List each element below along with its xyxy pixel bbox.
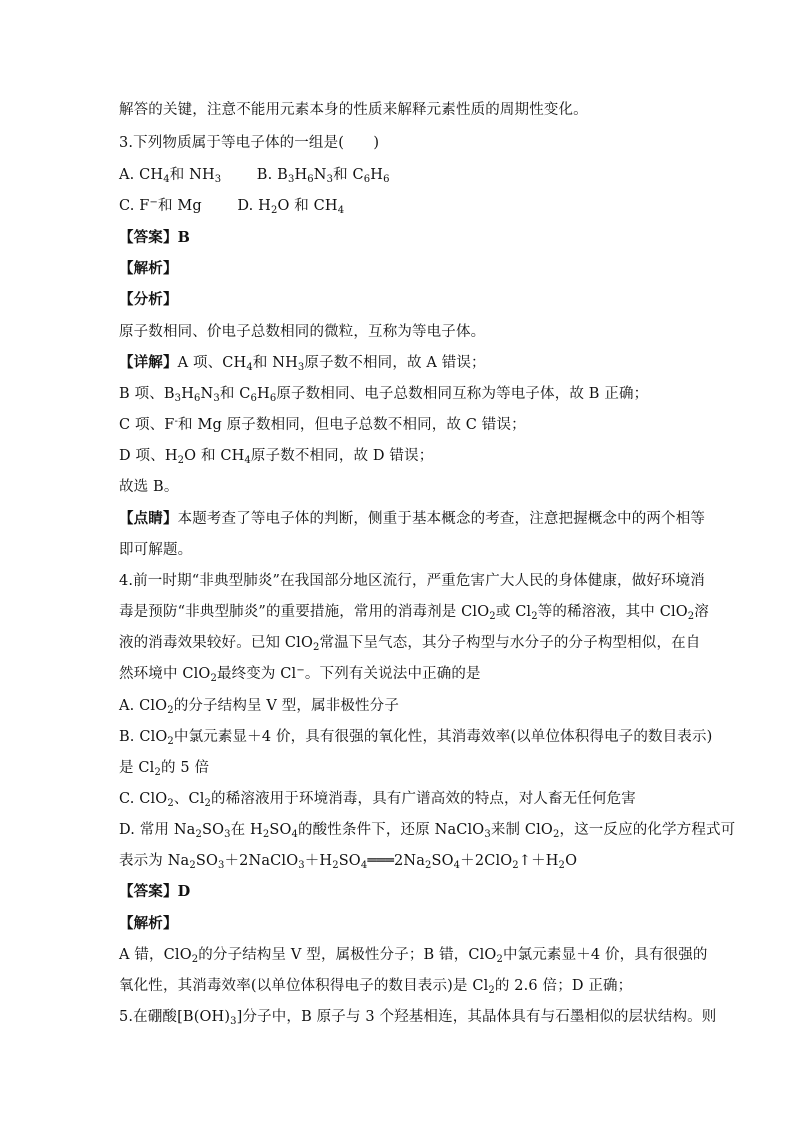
q2-conclusion-line: 解答的关键，注意不能用元素本身的性质来解释元素性质的周期性变化。 — [119, 102, 588, 118]
q4-option-b-line-1: B. ClO$_2$中氯元素显＋4 价，具有很强的氧化性，其消毒效率(以单位体积得电子的数目表示) — [119, 729, 713, 747]
q3-detail-line-1: 【详解】A 项、$CH_4$和 $NH_3$原子数不相同，故 A 错误； — [119, 354, 486, 373]
q4-option-d-equation: 表示为 $Na_2SO_3+2NaClO_3+H_2SO_4═══2Na_2SO_4+2ClO_2↑+H_2O$ — [119, 853, 578, 871]
q4-stem-line-1: 4.前一时期“非典型肺炎”在我国部分地区流行，严重危害广大人民的身体健康，做好环境消 — [119, 573, 705, 589]
q4-analysis-label: 【解析】 — [119, 915, 178, 932]
q3-detail-line-4: D 项、$H_2O$ 和 $CH_4$原子数不相同，故 D 错误； — [119, 448, 434, 466]
q3-fenxi-text: 原子数相同、价电子总数相同的微粒，互称为等电子体。 — [119, 324, 486, 340]
q3-options-ab — [119, 165, 390, 185]
q3-option-b: B. $B_3H_6N_3$和 $C_6H_6$ — [256, 167, 390, 185]
q4-option-a: A. ClO$_2$的分子结构呈 V 型，属非极性分子 — [119, 698, 399, 716]
q3-detail-line-5: 故选 B。 — [119, 479, 179, 495]
q4-option-c: C. ClO$_2$、$Cl_2$的稀溶液用于环境消毒，具有广谱高效的特点，对人畜无任何危害 — [119, 791, 636, 809]
q3-fenxi-label: 【分析】 — [119, 291, 178, 308]
q4-analysis-line-1: A 错，ClO$_2$的分子结构呈 V 型，属极性分子；B 错，ClO$_2$中氯元素显＋4 价，具有很强的 — [119, 947, 708, 965]
q3-detail-line-2: B 项、$B_3H_6N_3$和 $C_6H_6$原子数相同、电子总数相同互称为等电子体，故 B 正确； — [119, 386, 649, 404]
q4-option-d-line-1: D. 常用 $Na_2SO_3$在 $H_2SO_4$的酸性条件下，还原 NaClO$_3$来制 ClO$_2$，这一反应的化学方程式可 — [119, 822, 736, 840]
q3-answer: 【答案】B — [119, 229, 191, 246]
q3-option-a: A. $CH_4$和 $NH_3$ — [119, 167, 222, 185]
q4-stem-line-2: 毒是预防“非典型肺炎”的重要措施，常用的消毒剂是 ClO$_2$或 $Cl_2$等的稀溶液，其中 ClO$_2$溶 — [119, 604, 709, 622]
q4-stem-line-4: 然环境中 ClO$_2$最终变为 Cl−。下列有关说法中正确的是 — [119, 665, 481, 684]
q3-stem: 3.下列物质属于等电子体的一组是( ) — [119, 135, 380, 151]
q4-analysis-line-2: 氧化性，其消毒效率(以单位体积得电子的数目表示)是 $Cl_2$的 2.6 倍；D 正确； — [119, 978, 633, 996]
q3-analysis-label: 【解析】 — [119, 260, 178, 277]
q3-option-c: C. F−和 Mg — [119, 197, 202, 214]
q4-option-b-line-2: 是 $Cl_2$的 5 倍 — [119, 760, 210, 778]
q4-answer: 【答案】D — [119, 883, 191, 900]
q3-comment-line-1: 【点睛】本题考查了等电子体的判断，侧重于基本概念的考查，注意把握概念中的两个相等 — [119, 510, 706, 527]
q3-option-d: D. $H_2O$ 和 $CH_4$ — [237, 198, 345, 216]
q5-stem: 5.在硼酸$[B(OH)_3]$分子中，B 原子与 3 个羟基相连，其晶体具有与石墨相似的层状结构。则 — [119, 1009, 717, 1027]
q3-comment-line-2: 即可解题。 — [119, 542, 193, 558]
q4-stem-line-3: 液的消毒效果较好。已知 ClO$_2$常温下呈气态，其分子构型与水分子的分子构型相似，在自 — [119, 635, 701, 653]
q3-options-cd — [119, 196, 344, 216]
q3-detail-line-3: C 项、F-和 Mg 原子数相同，但电子总数不相同，故 C 错误； — [119, 416, 526, 433]
